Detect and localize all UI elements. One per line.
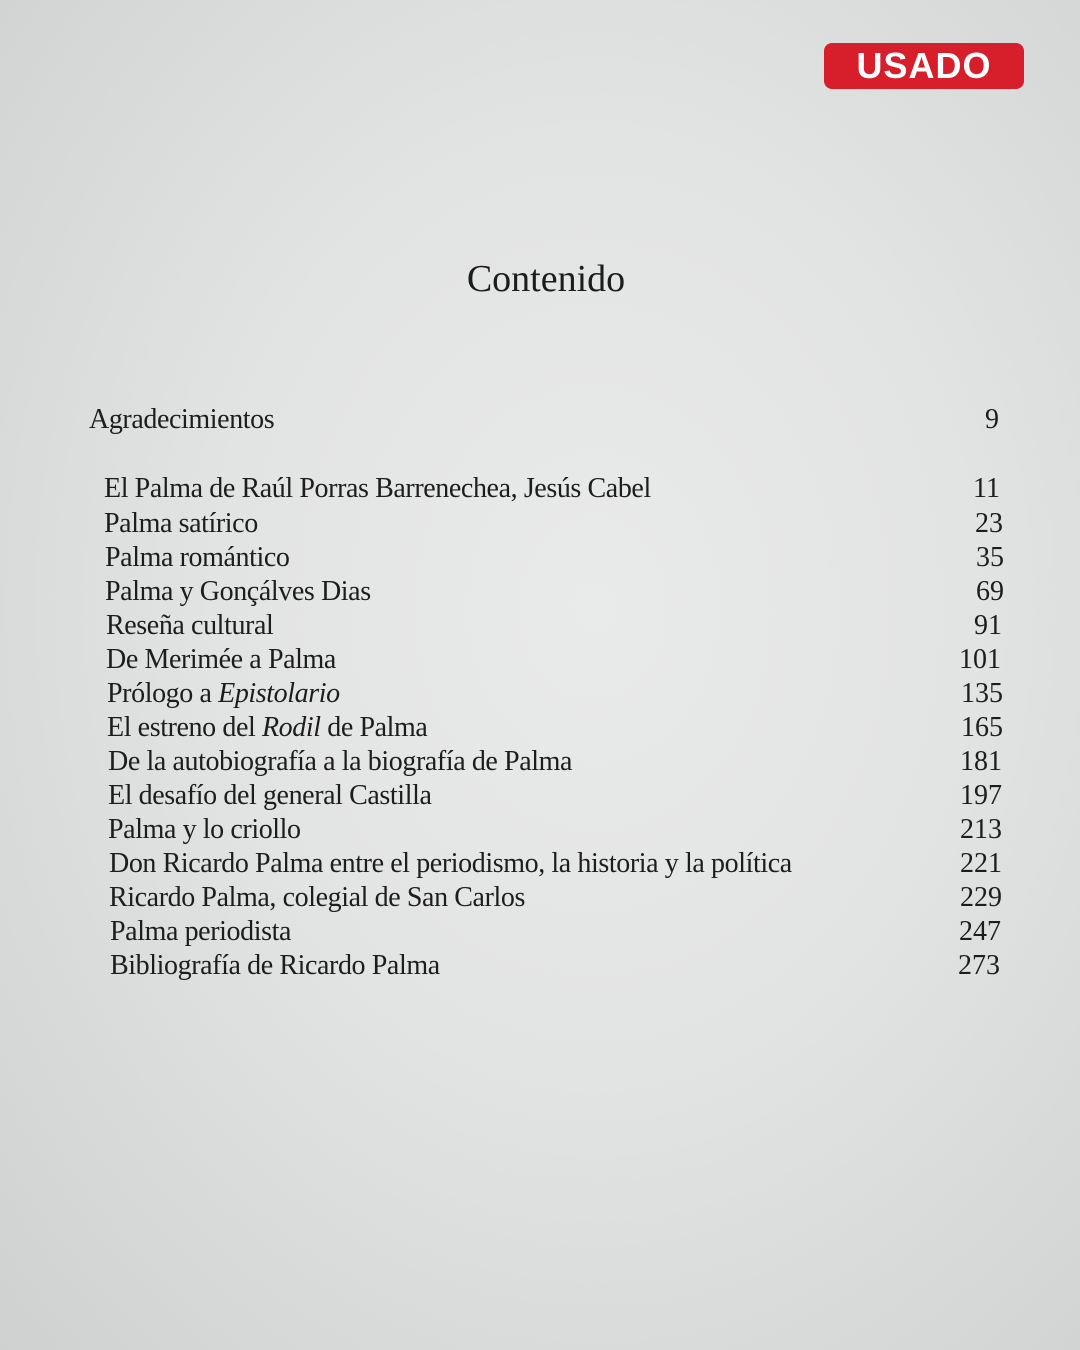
toc-entry: [110, 949, 1000, 983]
toc-entry-page: 23: [975, 508, 1003, 539]
toc-entry: [109, 881, 1002, 915]
toc-entry-page: 273: [958, 950, 1000, 981]
toc-entry-title: Palma y Gonçálves Dias: [105, 576, 371, 607]
toc-entry-page: 91: [974, 610, 1002, 641]
toc-entry: [104, 507, 1003, 541]
toc-entry-page: 135: [961, 678, 1003, 709]
toc-entry-page: 9: [985, 404, 999, 435]
toc-entry-page: 165: [961, 712, 1003, 743]
toc-entry-title-prefix: El estreno del: [107, 712, 262, 743]
toc-entry-title: Palma satírico: [104, 508, 258, 539]
used-badge: USADO: [824, 43, 1024, 89]
toc-entry-page: 69: [976, 576, 1004, 607]
toc-entry-title: De la autobiografía a la biografía de Palma: [108, 746, 573, 777]
toc-entry-page: 11: [973, 473, 1000, 504]
toc-entry: [105, 541, 1004, 575]
toc-entry-page: 247: [959, 916, 1001, 947]
toc-entry: [107, 711, 1003, 745]
toc-entry-page: 221: [960, 848, 1002, 879]
toc-entry-title: De Merimée a Palma: [106, 644, 336, 675]
toc-entry-page: 197: [960, 780, 1002, 811]
toc-entry-page: 35: [976, 542, 1004, 573]
toc-entry-title: El Palma de Raúl Porras Barrenechea, Jesús Cabel: [104, 473, 651, 504]
toc-entry-title-prefix: Prólogo a: [107, 678, 219, 709]
toc-entry-page: 229: [960, 882, 1002, 913]
toc-entry: [107, 677, 1003, 711]
toc-entry: [105, 575, 1004, 609]
toc-entry-title-italic: Epistolario: [218, 678, 340, 709]
toc-entry-page: 213: [960, 814, 1002, 845]
toc-entry-title: Bibliografía de Ricardo Palma: [110, 950, 440, 981]
toc-entry-title: Reseña cultural: [106, 610, 274, 641]
toc-entry-title: Palma y lo criollo: [108, 814, 301, 845]
toc-entry-title: Ricardo Palma, colegial de San Carlos: [109, 882, 525, 913]
toc-entry-title-italic: Rodil: [261, 712, 321, 743]
toc-entry-title: Don Ricardo Palma entre el periodismo, la historia y la política: [109, 848, 792, 879]
toc-entry-page: 101: [959, 644, 1001, 675]
toc-entry-intro: [89, 403, 999, 437]
toc-entry: [108, 745, 1002, 779]
toc-entry: [109, 847, 1002, 881]
toc-entry: [106, 643, 1001, 677]
toc-entry: [106, 609, 1002, 643]
toc-entry: [108, 813, 1002, 847]
toc-entry-page: 181: [960, 746, 1002, 777]
toc-entry-title: [107, 677, 340, 711]
toc-entry-title: [107, 711, 427, 745]
toc-entry: [108, 779, 1002, 813]
page-title: Contenido: [466, 258, 626, 300]
toc-entry-title: Palma romántico: [105, 542, 290, 573]
toc-entry-title-suffix: de Palma: [320, 712, 428, 743]
toc-entry: [110, 915, 1001, 949]
toc-entry-title: El desafío del general Castilla: [108, 780, 432, 811]
toc-entry: [104, 472, 1000, 506]
toc-entry-title: Palma periodista: [110, 916, 292, 947]
toc-entry-title: Agradecimientos: [89, 404, 275, 435]
